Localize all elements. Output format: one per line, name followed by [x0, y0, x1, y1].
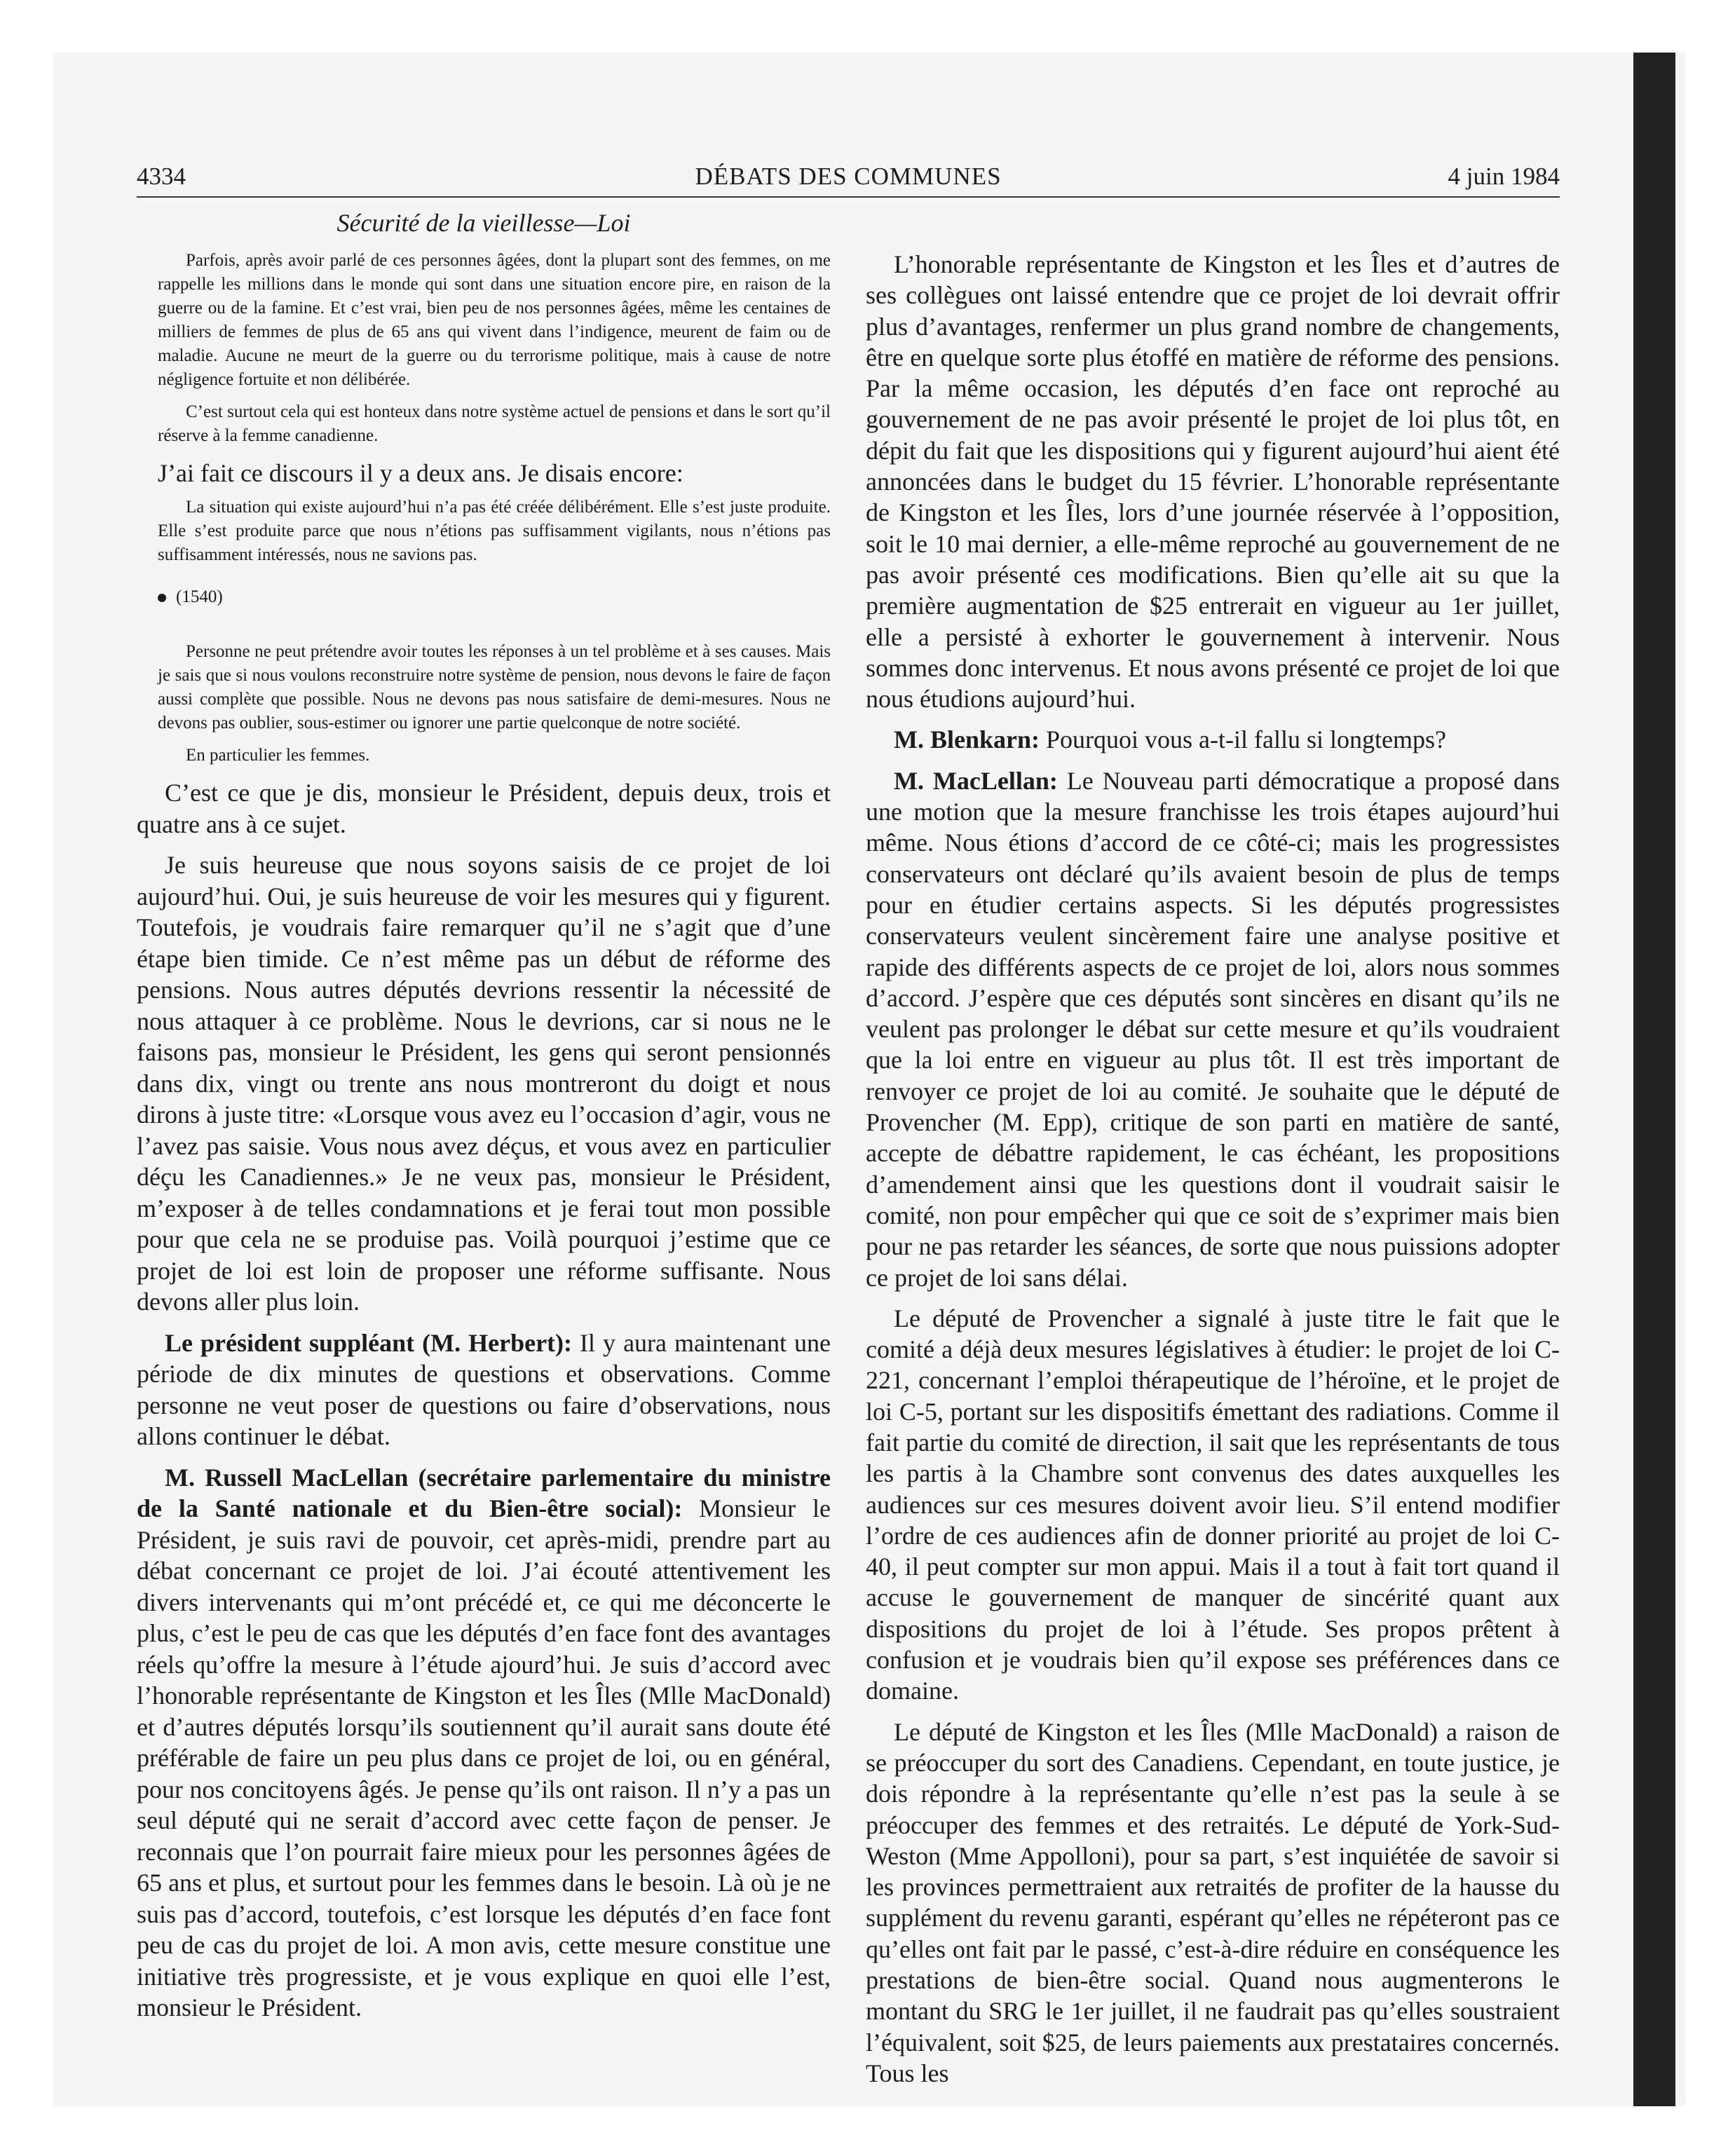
quoted-paragraph: Parfois, après avoir parlé de ces personnes âgées, dont la plupart sont des femmes, on me rappelle les millions dans le monde qui sont dans une situation encore pire, en raison de la guerre ou de la famine. Et c’est vrai, bien peu de nos personnes âgées, même les centaines de milliers de femmes de plus de 65 ans qui vivent dans l’indigence, meurent de faim ou de maladie. Aucune ne meurt de la guerre ou du terrorisme politique, mais à cause de notre négligence fortuite et non délibérée. — [158, 251, 831, 389]
speech-paragraph — [137, 1328, 831, 1452]
quoted-paragraph: C’est surtout cela qui est honteux dans notre système actuel de pensions et dans le sort qu’il réserve à la femme canadienne. — [158, 402, 831, 445]
body-paragraph: L’honorable représentante de Kingston et les Îles et d’autres de ses collègues ont laissé entendre que ce projet de loi devrait offrir plus d’avantages, renfermer un plus grand nombre de changements, être en quelque sorte plus étoffé en matière de réforme des pensions. Par la même occasion, les députés d’en face ont reproché au gouvernement de ne pas avoir présenté le projet de loi plus tôt, en dépit du fait que les dispositions qui y figurent aujourd’hui aient été annoncées dans le budget du 15 février. L’honorable représentante de Kingston et les Îles, lors d’une journée réservée à l’opposition, soit le 10 mai dernier, a elle-même reproché au gouvernement de ne pas avoir présenté ces modifications. Bien qu’elle ait su que la première augmentation de $25 entrerait en vigueur au 1er juillet, elle a persisté à exhorter le gouvernement à intervenir. Nous sommes donc intervenus. Et nous avons présenté ce projet de loi que nous étudions aujourd’hui. — [866, 250, 1560, 714]
speech-text: Le Nouveau parti démocratique a proposé dans une motion que la mesure franchisse les trois étapes aujourd’hui même. Nous étions d’accord de ce côté-ci; mais les progressistes conservateurs ont déclaré qu’ils avaient besoin de plus de temps pour en étudier certains aspects. Si les députés progressistes conservateurs veulent sincèrement faire une analyse positive et rapide des différents aspects de ce projet de loi, alors nous sommes d’accord. J’espère que ces députés sont sincères en disant qu’ils ne veulent pas prolonger le débat sur cette mesure et qu’ils voudraient que la loi entre en vigueur au plus tôt. Il est très important de renvoyer ce projet de loi au comité. Je souhaite que le député de Provencher (M. Epp), critique de son parti en matière de santé, accepte de débattre rapidement, le cas échéant, les propositions d’amendement ainsi que les questions dont il voudrait saisir le comité, non pour empêcher qui que ce soit de s’exprimer mais bien pour ne pas retarder les séances, de sorte que nous puissions adopter ce projet de loi sans délai. — [866, 766, 1560, 1292]
body-paragraph: C’est ce que je dis, monsieur le Président, depuis deux, trois et quatre ans à ce sujet. — [137, 779, 831, 838]
speech-text: Pourquoi vous a-t-il fallu si longtemps? — [1040, 725, 1446, 754]
publication-title: DÉBATS DES COMMUNES — [695, 163, 1002, 190]
speech-paragraph — [137, 1462, 831, 2024]
speech-paragraph — [866, 765, 1560, 1293]
bridge-sentence: J’ai fait ce discours il y a deux ans. Je disais encore: — [158, 459, 683, 487]
speaker-name: Le président suppléant (M. Herbert): — [165, 1328, 573, 1357]
page-date: 4 juin 1984 — [1448, 163, 1560, 190]
quoted-paragraph: La situation qui existe aujourd’hui n’a pas été créée délibérément. Elle s’est juste produite. Elle s’est produite parce que nous n’étions pas suffisamment vigilants, nous n’étions pas suffisamment intéressés, nous ne savions pas. — [158, 498, 831, 564]
page-number: 4334 — [137, 163, 186, 190]
speaker-name: M. Russell MacLellan (secrétaire parlementaire du ministre de la Santé nationale et du Bien-être social): — [137, 1463, 831, 1522]
page-header — [137, 160, 1560, 198]
speaker-name: M. Blenkarn: — [894, 725, 1040, 754]
right-column — [866, 249, 1560, 2089]
body-paragraph: Le député de Provencher a signalé à juste titre le fait que le comité a déjà deux mesures législatives à étudier: le projet de loi C-221, concernant l’emploi thérapeutique de l’héroïne, et le projet de loi C-5, portant sur les dispositifs émettant des radiations. Comme il fait partie du comité de direction, il sait que les représentants de tous les partis à la Chambre sont convenus des dates auxquelles les audiences sur ces mesures doivent avoir lieu. S’il entend modifier l’ordre de ces audiences afin de donner priorité au projet de loi C-40, il peut compter sur mon appui. Mais il a tout à fait tort quand il accuse le gouvernement de manquer de sincérité quant aux dispositions du projet de loi à l’étude. Ses propos prêtent à confusion et je voudrais bien qu’il expose ses préférences dans ce domaine. — [866, 1304, 1560, 1705]
quoted-paragraph: Personne ne peut prétendre avoir toutes les réponses à un tel problème et à ses causes. Mais je sais que si nous voulons reconstruire notre système de pension, nous devons le faire de façon aussi complète que possible. Nous ne devons pas nous satisfaire de demi-mesures. Nous ne devons pas oublier, sous-estimer ou ignorer une partie quelconque de notre société. — [158, 642, 831, 732]
scan-edge-bar — [1633, 53, 1675, 2106]
time-stamp — [137, 585, 831, 609]
left-column — [137, 249, 831, 2024]
section-title: Sécurité de la vieillesse—Loi — [336, 209, 631, 237]
quoted-paragraph: En particulier les femmes. — [186, 746, 370, 765]
speech-text: Monsieur le Président, je suis ravi de pouvoir, cet après-midi, prendre part au débat concernant ce projet de loi. J’ai écouté attentivement les divers intervenants qui m’ont précédé et, ce qui me déconcerte le plus, c’est le peu de cas que les députés d’en face font des avantages réels qu’offre la mesure à l’étude ajourd’hui. Je suis d’accord avec l’honorable représentante de Kingston et les Îles (Mlle MacDonald) et d’autres députés lorsqu’ils soutiennent qu’il aurait sans doute été préférable de faire un peu plus dans ce projet de loi, ou en général, pour nos concitoyens âgés. Je pense qu’ils ont raison. Il n’y a pas un seul député qui ne serait d’accord avec cette façon de penser. Je reconnais que l’on pourrait faire mieux pour les personnes âgées de 65 ans et plus, et surtout pour les femmes dans le besoin. Là où je ne suis pas d’accord, toutefois, c’est lorsque les députés d’en face font peu de cas du projet de loi. A mon avis, cette mesure constitue une initiative très progressiste, et je vous explique en quoi elle l’est, monsieur le Président. — [137, 1494, 831, 2021]
speaker-name: M. MacLellan: — [894, 766, 1058, 795]
body-paragraph: Je suis heureuse que nous soyons saisis de ce projet de loi aujourd’hui. Oui, je suis heureuse de voir les mesures qui y figurent. Toutefois, je voudrais faire remarquer qu’il ne s’agit que d’une étape bien timide. Ce n’est même pas un début de réforme des pensions. Nous autres députés devrions ressentir la nécessité de nous attaquer à ce problème. Nous le devrions, car si nous ne le faisons pas, monsieur le Président, les gens qui seront pensionnés dans dix, vingt ou trente ans nous montreront du doigt et nous dirons à juste titre: «Lorsque vous avez eu l’occasion d’agir, vous ne l’avez pas saisie. Vous nous avez déçus, et vous avez en particulier déçu les Canadiennes.» Je ne veux pas, monsieur le Président, m’exposer à de telles condamnations et je ferai tout mon possible pour que cela ne se produise pas. Voilà pourquoi j’estime que ce projet de loi est loin de proposer une réforme suffisante. Nous devons aller plus loin. — [137, 851, 831, 1316]
speech-paragraph — [866, 724, 1560, 755]
speech-text: Il y aura maintenant une période de dix minutes de questions et observations. Comme personne ne veut poser de questions ou faire d’observations, nous allons continuer le débat. — [137, 1328, 831, 1450]
bullet-icon — [158, 594, 166, 602]
body-paragraph: Le député de Kingston et les Îles (Mlle MacDonald) a raison de se préoccuper du sort des Canadiens. Cependant, en toute justice, je dois répondre à la représentante qu’elle n’est pas la seule à se préoccuper des femmes et des retraités. Le député de York-Sud-Weston (Mme Appolloni), pour sa part, s’est inquiétée de savoir si les provinces permettraient aux retraités de profiter de la hausse du supplément du revenu garanti, espérant qu’elles ne répéteront pas ce qu’elles ont fait par le passé, c’est-à-dire réduire en conséquence les prestations de bien-être social. Quand nous augmenterons le montant du SRG le 1er juillet, il ne faudrait pas qu’elles soustraient l’équivalent, soit $25, de leurs paiements aux prestataires concernés. Tous les — [866, 1717, 1560, 2087]
time-stamp-text: (1540) — [176, 587, 223, 606]
